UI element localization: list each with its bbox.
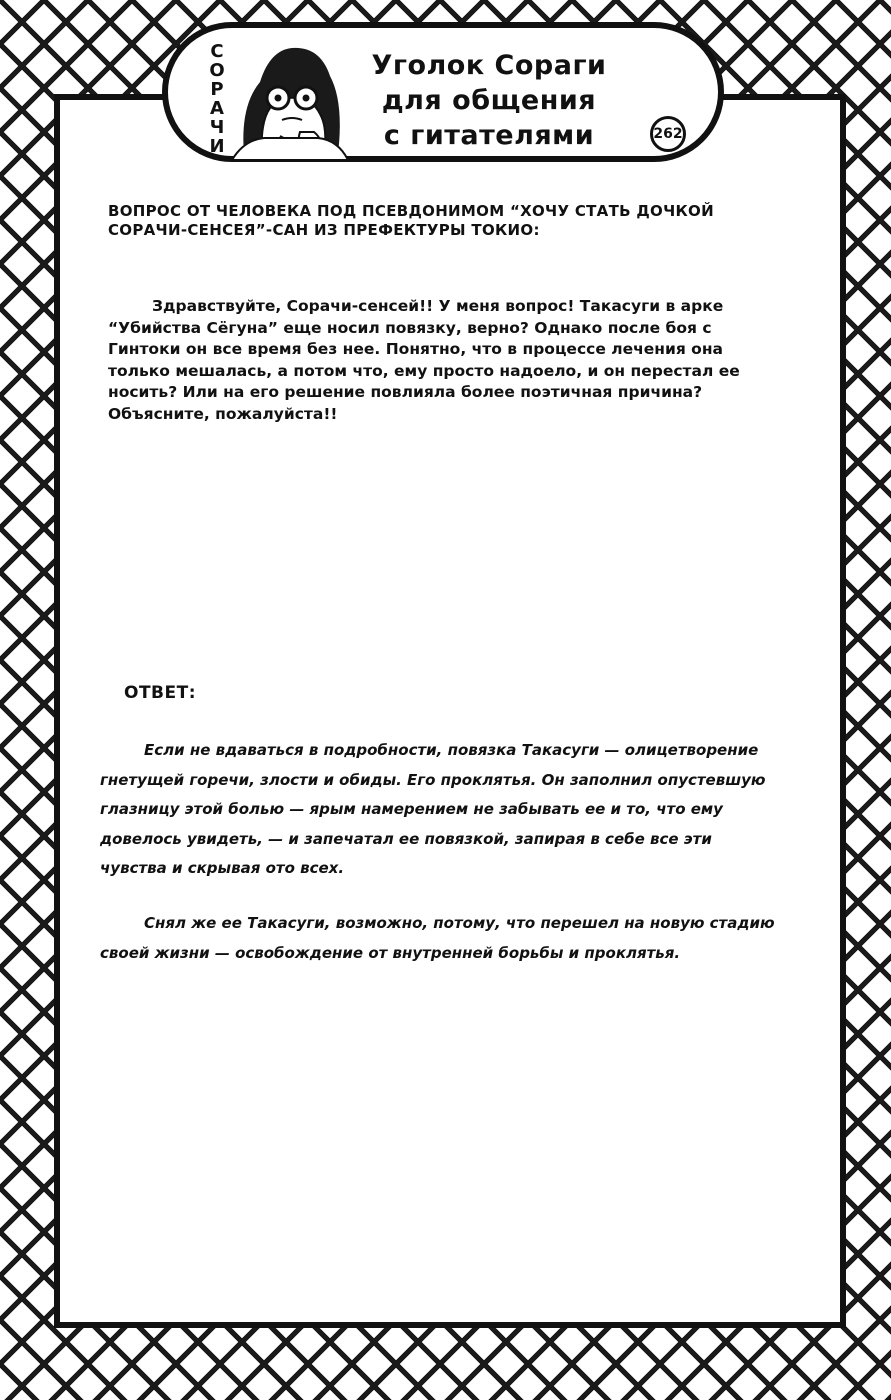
page-frame [54,94,846,1328]
question-from: ВОПРОС ОТ ЧЕЛОВЕКА ПОД ПСЕВДОНИМОМ “ХОЧУ СТАТЬ ДОЧКОЙ СОРАЧИ-СЕНСЕЯ”-САН ИЗ ПРЕФЕКТУРЫ ТОКИО: [108,202,714,239]
answer-label: ОТВЕТ: [124,683,197,703]
answer-text-1: Если не вдаваться в подробности, повязка Такасуги — олицетворение гнетущей горечи, злости и обиды. Его проклятья. Он заполнил опустевшую глазницу этой болью — ярым намерением не забывать ее и то, что ему довелось увидеть, — и запечатал ее повязкой, запирая в себе все эти чувства и скрывая ото всех. [100,741,766,877]
header-badge [162,22,724,162]
title-line-1: Уголок Сораги [371,50,607,81]
title-line-2: для общения [381,85,597,116]
corner-title [364,48,614,153]
gorilla-mascot-icon [230,36,350,160]
issue-number-badge: 262 [650,116,686,152]
question-body [108,296,778,425]
answer-text-2: Снял же ее Такасуги, возможно, потому, что перешел на новую стадию своей жизни — освобождение от внутренней борьбы и проклятья. [100,914,775,962]
title-line-3: с гитателями [383,120,595,151]
answer-paragraph-1 [100,736,780,884]
question-text: Здравствуйте, Сорачи-сенсей!! У меня вопрос! Такасуги в арке “Убийства Сёгуна” еще носил повязку, верно? Однако после боя с Гинтоки он все время без нее. Понятно, что в процессе лечения она только мешалась, а потом что, ему просто надоело, и он перестал ее носить? Или на его решение повлияла более поэтичная причина? Объясните, пожалуйста!! [108,297,740,423]
side-label: СОРАЧИ [209,41,225,157]
answer-paragraph-2 [100,909,780,968]
